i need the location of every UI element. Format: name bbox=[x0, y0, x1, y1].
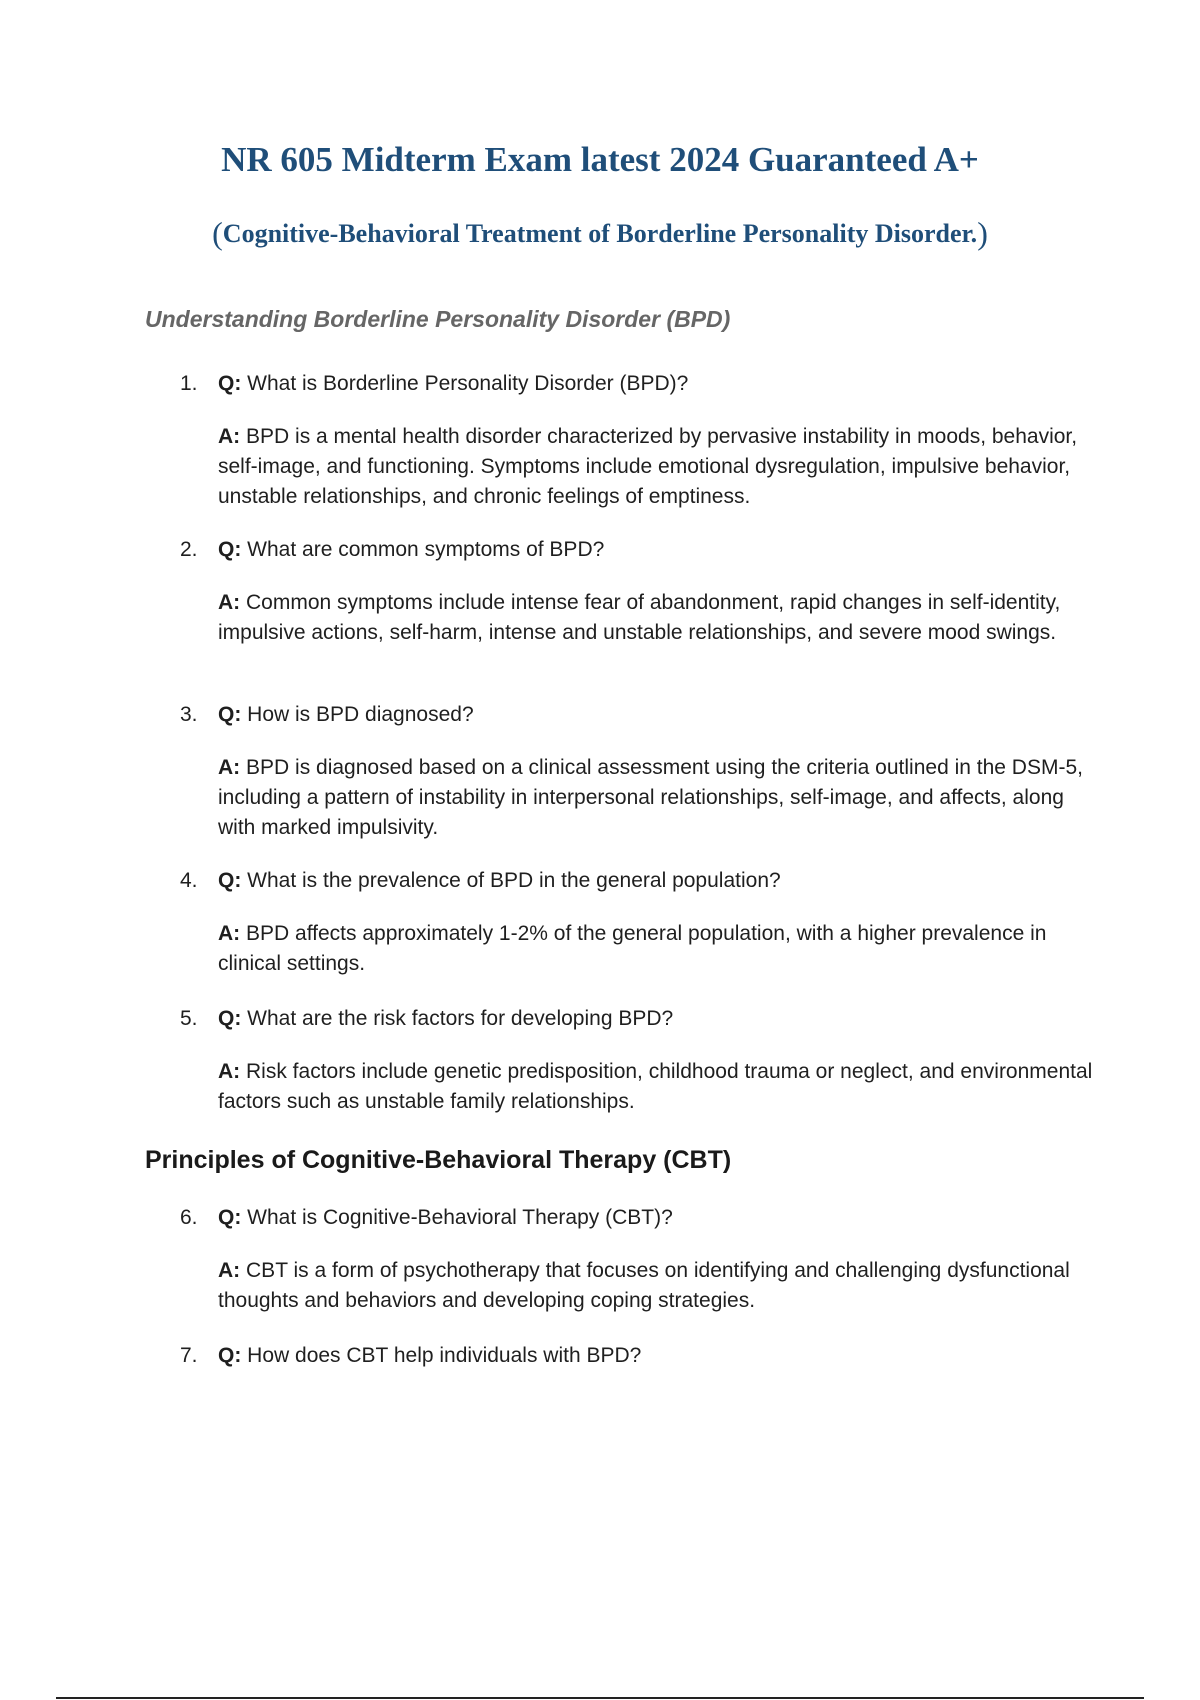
a-label: A: bbox=[218, 1259, 241, 1282]
answer-text: BPD is diagnosed based on a clinical assessment using the criteria outlined in the DSM-5, including a pattern of instability in interpersonal relationships, self-image, and affects, along with marked impulsivity. bbox=[218, 756, 1083, 839]
subtitle-close-paren: ) bbox=[977, 215, 988, 251]
answer-text: CBT is a form of psychotherapy that focuses on identifying and challenging dysfunctional thoughts and behaviors and developing coping strategies. bbox=[218, 1259, 1070, 1312]
question-text: What is Cognitive-Behavioral Therapy (CBT)? bbox=[247, 1206, 673, 1229]
item-number: 5. bbox=[180, 1007, 198, 1030]
q-label: Q: bbox=[218, 869, 242, 892]
q-label: Q: bbox=[218, 1007, 242, 1030]
subtitle-text: Cognitive-Behavioral Treatment of Borderline Personality Disorder. bbox=[222, 219, 978, 248]
question-text: What are the risk factors for developing BPD? bbox=[247, 1007, 674, 1030]
item-number: 7. bbox=[180, 1344, 198, 1367]
item-number: 3. bbox=[180, 703, 198, 726]
q-label: Q: bbox=[218, 1344, 242, 1367]
item-number: 4. bbox=[180, 869, 198, 892]
qa-item bbox=[180, 866, 1100, 979]
answer bbox=[218, 422, 1098, 512]
question-text: What are common symptoms of BPD? bbox=[247, 538, 605, 561]
answer-text: BPD is a mental health disorder characterized by pervasive instability in moods, behavior, self-image, and functioning. Symptoms include emotional dysregulation, impulsive behavior, unstable relationships, and chronic feelings of emptiness. bbox=[218, 425, 1078, 508]
q-label: Q: bbox=[218, 372, 242, 395]
subtitle-open-paren: ( bbox=[212, 215, 223, 251]
answer-text: BPD affects approximately 1-2% of the general population, with a higher prevalence in clinical settings. bbox=[218, 922, 1047, 975]
answer-text: Common symptoms include intense fear of abandonment, rapid changes in self-identity, impulsive actions, self-harm, intense and unstable relationships, and severe mood swings. bbox=[218, 591, 1061, 644]
qa-item bbox=[180, 700, 1100, 843]
qa-item bbox=[180, 535, 1100, 648]
document-subtitle bbox=[0, 215, 1200, 252]
question-text: How is BPD diagnosed? bbox=[247, 703, 474, 726]
answer bbox=[218, 1256, 1098, 1316]
question bbox=[180, 1004, 1100, 1034]
question bbox=[180, 700, 1100, 730]
qa-item bbox=[180, 1004, 1100, 1117]
question bbox=[180, 535, 1100, 565]
question-text: What is the prevalence of BPD in the general population? bbox=[247, 869, 781, 892]
qa-item bbox=[180, 1341, 1100, 1371]
answer bbox=[218, 919, 1098, 979]
a-label: A: bbox=[218, 922, 241, 945]
section-heading-cbt: Principles of Cognitive-Behavioral Therapy (CBT) bbox=[145, 1146, 732, 1174]
a-label: A: bbox=[218, 756, 241, 779]
answer-text: Risk factors include genetic predisposition, childhood trauma or neglect, and environmental factors such as unstable family relationships. bbox=[218, 1060, 1093, 1113]
answer bbox=[218, 588, 1098, 648]
question bbox=[180, 369, 1100, 399]
question bbox=[180, 1341, 1100, 1371]
answer bbox=[218, 1057, 1098, 1117]
question-text: How does CBT help individuals with BPD? bbox=[247, 1344, 642, 1367]
a-label: A: bbox=[218, 425, 241, 448]
section-heading-bpd: Understanding Borderline Personality Disorder (BPD) bbox=[145, 306, 731, 332]
q-label: Q: bbox=[218, 538, 242, 561]
answer bbox=[218, 753, 1098, 843]
q-label: Q: bbox=[218, 1206, 242, 1229]
q-label: Q: bbox=[218, 703, 242, 726]
document-title: NR 605 Midterm Exam latest 2024 Guaranteed A+ bbox=[221, 140, 979, 179]
a-label: A: bbox=[218, 1060, 241, 1083]
question bbox=[180, 866, 1100, 896]
question-text: What is Borderline Personality Disorder (BPD)? bbox=[247, 372, 689, 395]
qa-item bbox=[180, 369, 1100, 512]
item-number: 1. bbox=[180, 372, 198, 395]
question bbox=[180, 1203, 1100, 1233]
page-bottom-rule bbox=[56, 1697, 1144, 1699]
qa-item bbox=[180, 1203, 1100, 1316]
item-number: 6. bbox=[180, 1206, 198, 1229]
a-label: A: bbox=[218, 591, 241, 614]
item-number: 2. bbox=[180, 538, 198, 561]
